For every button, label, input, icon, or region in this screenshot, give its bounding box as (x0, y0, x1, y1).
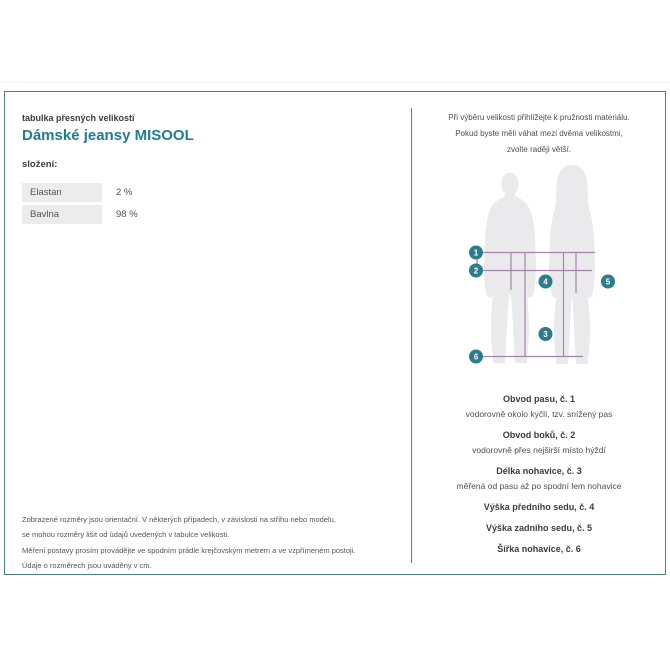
marker-3 (539, 327, 553, 341)
svg-text:2: 2 (473, 266, 479, 276)
female-silhouette (549, 165, 595, 364)
marker-1 (469, 246, 483, 260)
measurement-title: Výška zadního sedu, č. 5 (485, 523, 593, 533)
male-silhouette (484, 173, 536, 364)
measurement-diagram (466, 160, 618, 380)
svg-text:1: 1 (473, 248, 479, 258)
composition-heading: složení: (22, 159, 58, 170)
disclaimer-notes (22, 512, 402, 573)
material-name: Bavlna (22, 205, 102, 224)
measurements-list (411, 392, 667, 563)
svg-text:5: 5 (605, 277, 611, 287)
marker-4 (539, 275, 553, 289)
table-caption: tabulka přesných velikostí (22, 113, 135, 123)
measurement-title: Obvod pasu, č. 1 (502, 394, 576, 404)
advice-line: Pokud byste měli váhat mezi dvěma velikostmi, (455, 129, 623, 138)
marker-5 (601, 275, 615, 289)
measurement-item (411, 500, 667, 515)
measurement-item (411, 464, 667, 494)
advice-line: zvolte raději větší. (506, 145, 572, 154)
measurement-item (411, 542, 667, 557)
marker-2 (469, 264, 483, 278)
note-line: Údaje o rozměrech jsou uváděny v cm. (22, 560, 152, 570)
material-percentage: 2 % (116, 187, 133, 198)
material-percentage: 98 % (116, 209, 138, 220)
composition-table (22, 183, 262, 227)
measurement-title: Výška předního sedu, č. 4 (483, 502, 595, 512)
fit-advice (411, 110, 667, 158)
advice-line: Při výběru velikosti přihlížejte k pružnosti materiálu. (448, 113, 630, 122)
product-title: Dámské jeansy MISOOL (22, 127, 194, 144)
material-name: Elastan (22, 183, 102, 202)
note-line: Měření postavy prosím provádějte ve spodním prádle krejčovským metrem a ve vzpřímeném postoji. (22, 545, 356, 555)
measurement-item (411, 392, 667, 422)
note-line: Zobrazené rozměry jsou orientační. V některých případech, v závislosti na střihu nebo modelu, (22, 515, 336, 524)
svg-text:4: 4 (543, 277, 548, 287)
svg-text:6: 6 (473, 352, 479, 362)
measurement-desc: vodorovně přes nejširší místo hýždí (472, 445, 606, 455)
table-row (22, 205, 262, 224)
measurement-title: Délka nohavice, č. 3 (496, 466, 582, 476)
note-line: se mohou rozměry lišit od údajů uvedených v tabulce velikosti. (22, 530, 230, 540)
measurement-desc: měřená od pasu až po spodní lem nohavice (456, 481, 622, 491)
top-separator (0, 82, 670, 83)
measurement-title: Šířka nohavice, č. 6 (497, 544, 581, 554)
marker-6 (469, 350, 483, 364)
svg-text:3: 3 (543, 330, 548, 339)
table-row (22, 183, 262, 202)
measurement-item (411, 428, 667, 458)
measurement-item (411, 521, 667, 536)
measurement-desc: vodorovně okolo kyčlí, tzv. snížený pas (465, 409, 613, 419)
measurement-title: Obvod boků, č. 2 (502, 430, 576, 440)
